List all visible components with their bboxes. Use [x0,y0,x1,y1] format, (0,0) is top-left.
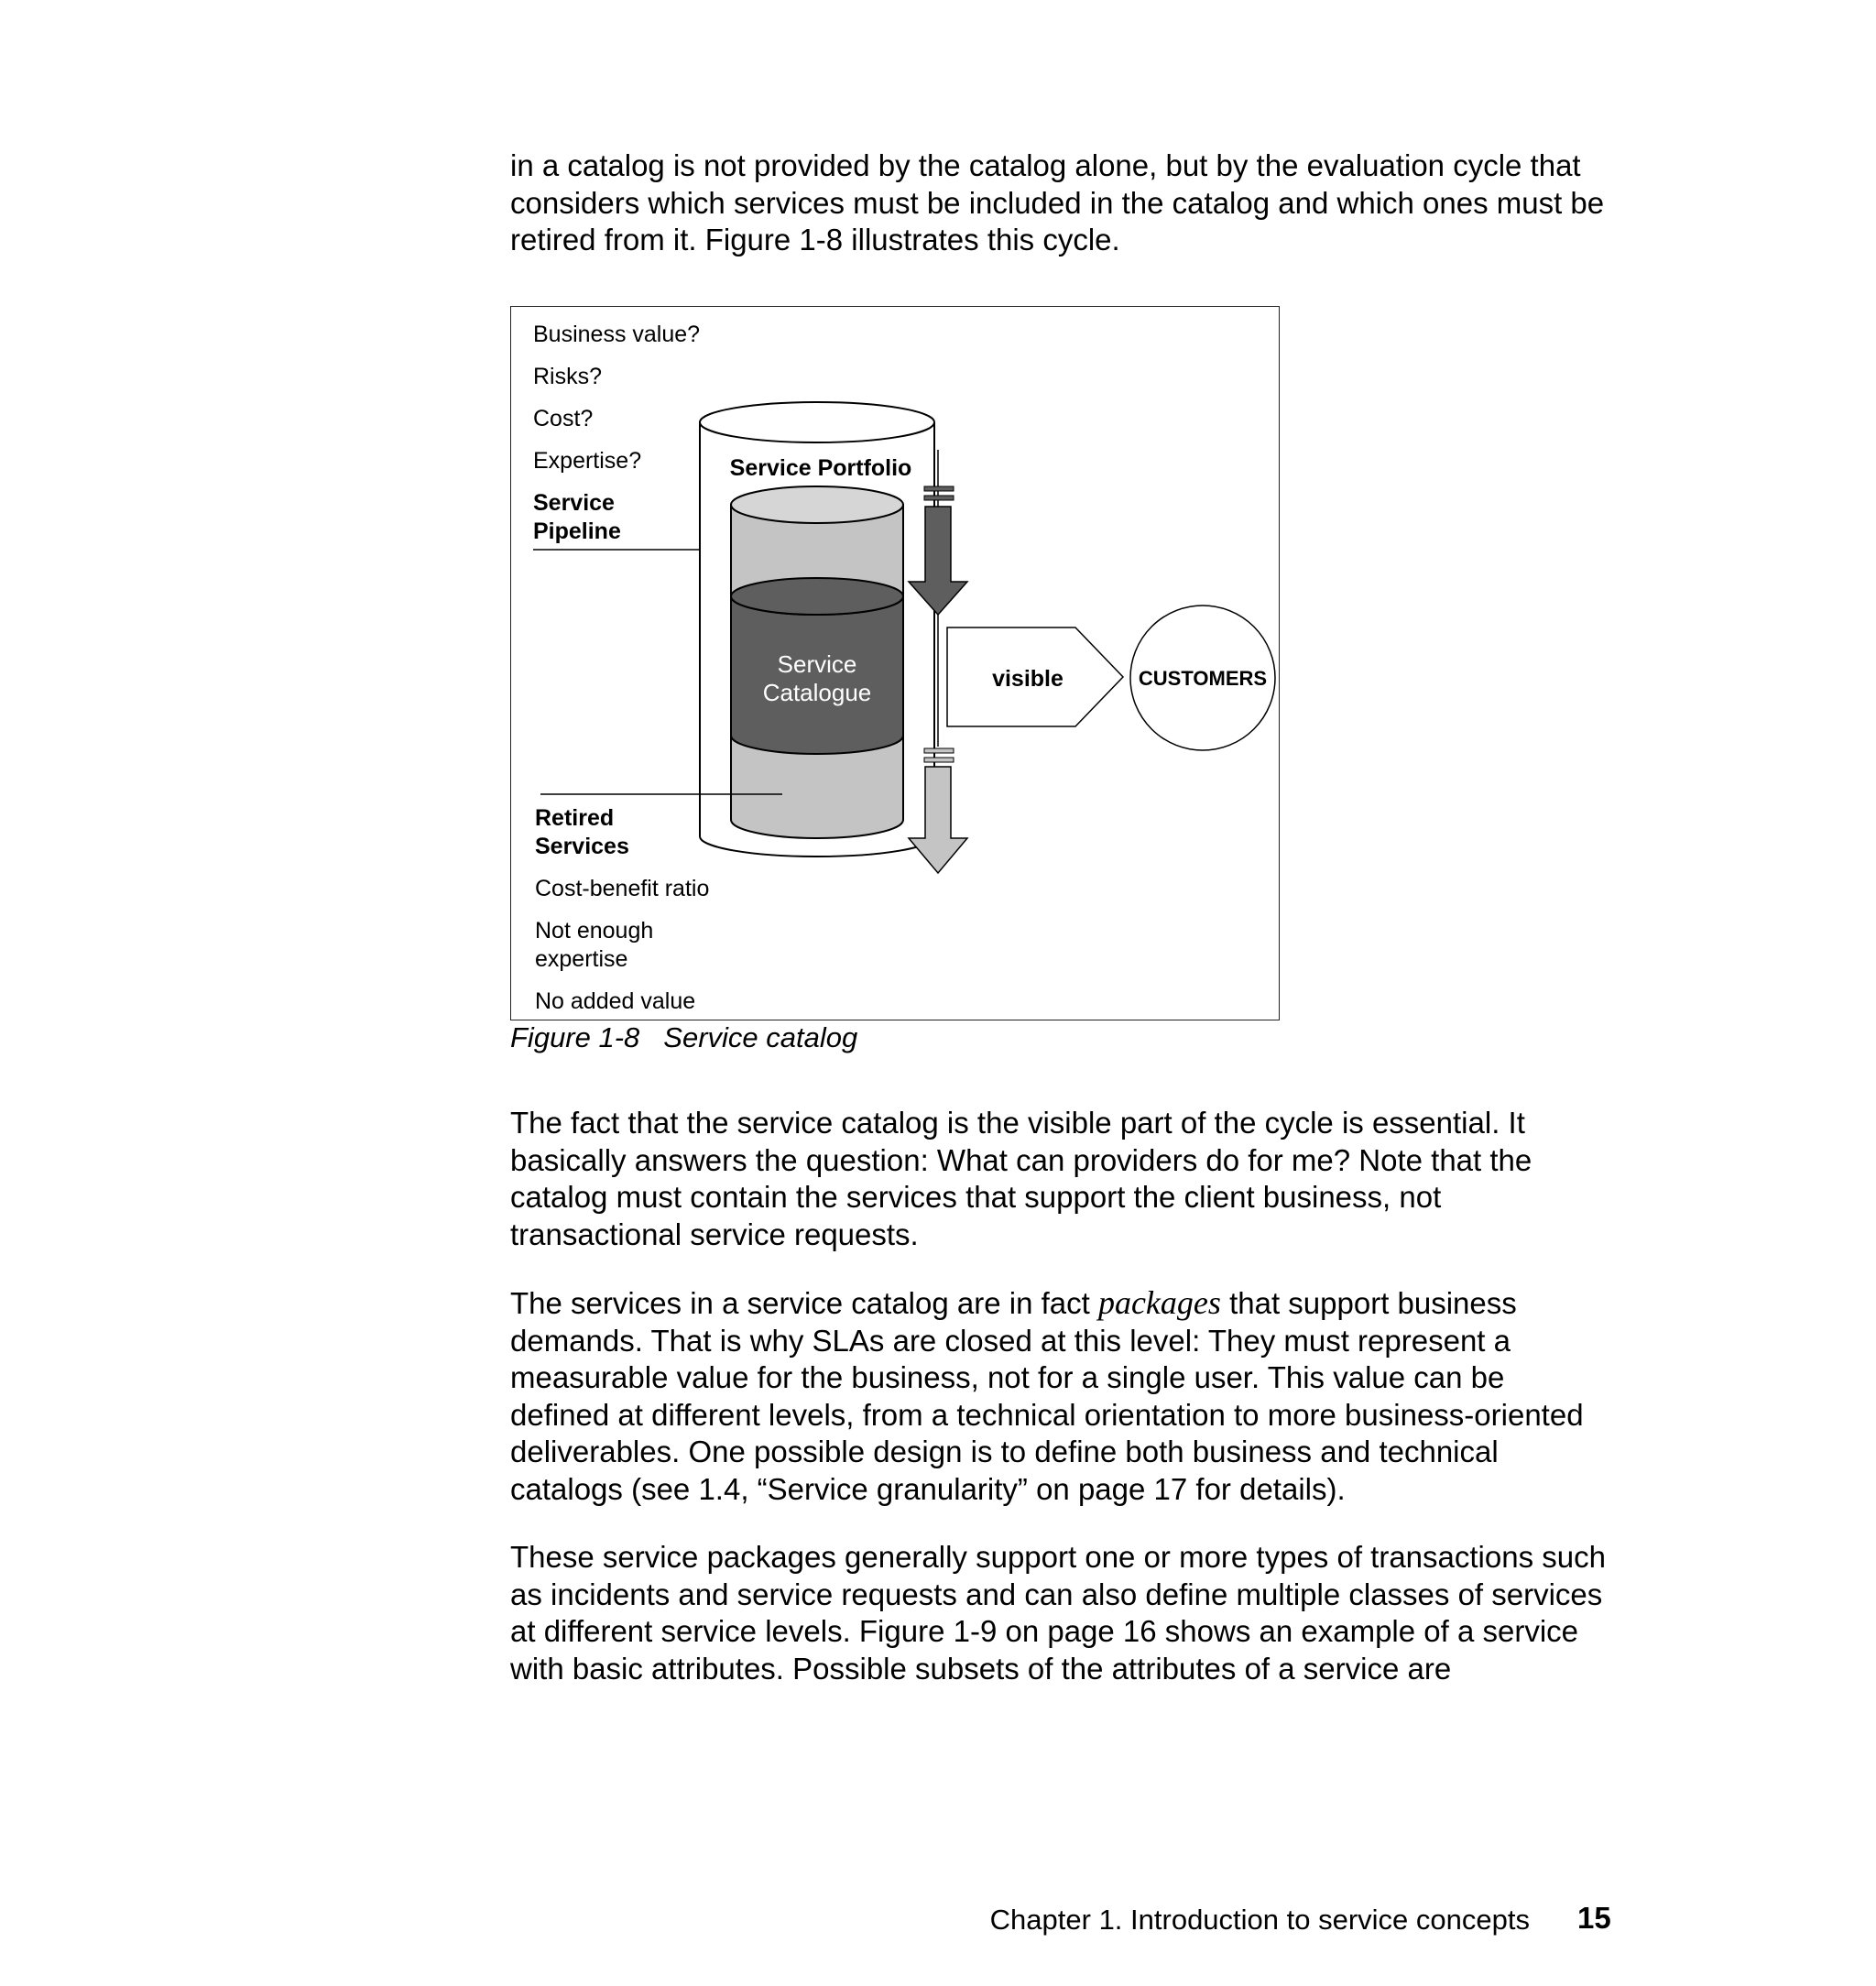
paragraph-packages-before: The services in a service catalog are in fact [510,1286,1098,1320]
paragraph-packages-after: that support business demands. That is why SLAs are closed at this level: They must represent a measurable value for the business, not for a single user. This value can be defined at different levels, from a technical orientation to more business-oriented deliverables. One possible design is to define both business and technical catalogs (see 1.4, “Service granularity” on page 17 for details). [510,1286,1584,1506]
question-expertise: Expertise? [533,448,642,474]
pipeline-label-line2: Pipeline [533,518,621,544]
portfolio-label: Service Portfolio [729,455,912,481]
catalogue-label-line2: Catalogue [762,679,872,706]
outbound-bar-1 [924,748,954,753]
paragraph-intro: in a catalog is not provided by the catalog alone, but by the evaluation cycle that considers which services must be included in the catalog and which ones must be retired from it. Figure 1-8 illustrates this cycle. [510,148,1605,256]
question-cost: Cost? [533,406,594,431]
inbound-bar-2 [924,496,954,500]
paragraph-service-packages: These service packages generally support one or more types of transactions such as incidents and service requests and can also define multiple classes of services at different service levels. Figure 1-9 on page 16 shows an example of a service with basic attributes. Possible subsets of the attributes of a service are [510,1540,1606,1686]
catalogue-top-ellipse [731,578,903,615]
figure-caption [510,1021,857,1054]
catalogue-label-line1: Service [777,650,857,678]
reason-not-enough-line2: expertise [535,946,628,972]
service-catalog-diagram [511,307,1281,1021]
reason-not-enough-line1: Not enough [535,918,654,944]
question-business-value: Business value? [533,322,701,347]
customers-label: CUSTOMERS [1138,667,1268,690]
portfolio-cylinder-top [700,402,934,442]
figure-number: Figure 1-8 [510,1021,640,1053]
question-risks: Risks? [533,364,603,389]
pipeline-label-line1: Service [533,490,615,516]
footer-page-number: 15 [1577,1901,1611,1935]
inner-cylinder-top [731,486,903,523]
visible-label: visible [992,666,1063,692]
reason-no-added-value: No added value [535,988,696,1014]
inbound-bar-1 [924,486,954,491]
retired-label-line1: Retired [535,805,615,831]
emphasis-packages: packages [1097,1284,1221,1321]
figure-title: Service catalog [663,1021,858,1053]
figure-service-catalog [510,306,1280,1020]
outbound-bar-2 [924,758,954,762]
footer-chapter-title: Chapter 1. Introduction to service concepts [989,1904,1530,1936]
paragraph-visible-part: The fact that the service catalog is the visible part of the cycle is essential. It basically answers the question: What can providers do for me? Note that the catalog must contain the services that support the client business, not transactional service requests. [510,1106,1532,1251]
paragraph-packages [510,1284,1609,1508]
reason-cost-benefit: Cost-benefit ratio [535,876,710,901]
retired-label-line2: Services [535,834,629,859]
